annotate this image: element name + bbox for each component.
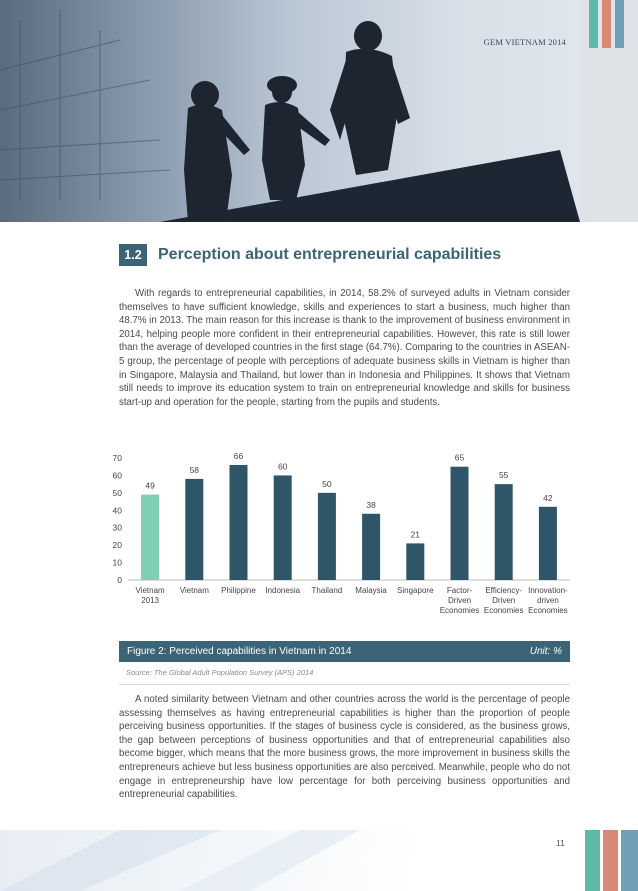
section-title: Perception about entrepreneurial capabilities <box>158 246 502 263</box>
bar <box>230 465 248 580</box>
bar <box>495 484 513 580</box>
bar-chart-svg <box>100 450 578 628</box>
data-label: 38 <box>366 499 376 510</box>
data-label: 58 <box>189 464 200 475</box>
body-paragraph: A noted similarity between Vietnam and other countries across the world is the percentage of people assessing themselves as having entrepreneurial capabilities is higher than the proportion of people perceiving business opportunities. If the stages of business cycle is considered, as the business grows, the gap between perceptions of business opportunities and that of entrepreneurial capabilities also become bigger, which means that the more business grows, the more improvement in business skills the entrepreneurs achieve but less business opportunities are also perceived. Meanwhile, people who do not engage in entrepreneurship have low percentage for both perceiving business opportunities and entrepreneurial capabilities. <box>119 694 570 801</box>
figure-caption-bar <box>119 641 570 662</box>
body-paragraph: With regards to entrepreneurial capabilities, in 2014, 58.2% of surveyed adults in Vietnam consider themselves to have sufficient knowledge, skills and experiences to start a business, much higher than 48.7% in 2013. The main reason for this increase is thank to the improvement of business environment in 2014, helping people more confident in their entrepreneurial capabilities. However, this rate is still lower than the average of developed countries in the first stage (64.7%). Comparing to the countries in ASEAN-5 group, the percentage of people with perceptions of adequate business skills in Vietnam is higher than in Singapore, Malaysia and Thailand, but lower than in Indonesia and Philippines. It shows that Vietnam still needs to improve its education system to train on entrepreneurial knowledge and skills for business start-up and operation for the people, starting from the pupils and students. <box>119 288 570 408</box>
y-tick-label: 10 <box>112 557 122 568</box>
x-tick-label: Thailand <box>311 586 343 595</box>
x-tick-label: Efficiency- <box>485 586 523 595</box>
header-stripe <box>602 0 611 48</box>
bar-chart <box>100 450 578 628</box>
y-tick-label: 40 <box>112 505 122 516</box>
x-tick-label: Economies <box>439 606 480 615</box>
footer-band <box>0 830 638 891</box>
divider <box>119 684 570 685</box>
bar <box>141 495 159 580</box>
figure-caption: Figure 2: Perceived capabilities in Vietnam in 2014 <box>127 646 352 657</box>
data-label: 55 <box>498 470 509 481</box>
data-label: 60 <box>277 461 288 472</box>
bar <box>539 507 557 580</box>
figure-unit: Unit: % <box>529 646 562 657</box>
x-tick-label: Vietnam <box>179 586 209 595</box>
data-label: 50 <box>322 478 332 489</box>
x-tick-label: Economies <box>528 606 568 615</box>
x-tick-label: Singapore <box>397 586 434 595</box>
data-label: 66 <box>233 450 244 461</box>
x-tick-label: Factor- <box>446 586 473 595</box>
page-number: 11 <box>556 838 565 848</box>
x-tick-label: Indonesia <box>265 586 301 595</box>
workers-silhouette-image <box>0 0 638 222</box>
bar <box>451 467 469 580</box>
data-label: 21 <box>410 529 421 540</box>
header-stripe <box>615 0 624 48</box>
bar <box>406 543 424 580</box>
x-tick-label: Driven <box>447 596 472 605</box>
x-tick-label: Driven <box>492 596 516 605</box>
section-number: 1.2 <box>119 244 147 266</box>
x-tick-label: Vietnam <box>135 586 165 595</box>
data-label: 65 <box>454 452 465 463</box>
x-tick-label: Economies <box>483 606 524 615</box>
footer-stripe <box>603 830 618 891</box>
bar <box>362 514 380 580</box>
header-stripe <box>589 0 598 48</box>
data-label: 49 <box>145 480 155 491</box>
footer-stripe <box>621 830 638 891</box>
y-tick-label: 70 <box>112 453 122 463</box>
y-tick-label: 0 <box>117 575 122 585</box>
bar <box>318 493 336 580</box>
y-tick-label: 20 <box>112 540 122 551</box>
x-tick-label: Malaysia <box>355 586 387 595</box>
y-tick-label: 60 <box>112 470 122 481</box>
data-label: 42 <box>543 492 553 503</box>
bar <box>185 479 203 580</box>
y-tick-label: 50 <box>112 487 122 498</box>
x-tick-label: 2013 <box>141 596 159 605</box>
x-tick-label: Innovation- <box>528 586 568 595</box>
report-header-label: GEM VIETNAM 2014 <box>483 37 566 47</box>
figure-source: Source: The Global Adult Population Survey (APS) 2014 <box>126 668 314 677</box>
y-tick-label: 30 <box>112 522 122 533</box>
footer-stripe <box>585 830 600 891</box>
x-tick-label: Philippine <box>221 586 256 595</box>
x-tick-label: driven <box>537 596 559 605</box>
hero-photo <box>0 0 638 222</box>
bar <box>274 475 292 580</box>
